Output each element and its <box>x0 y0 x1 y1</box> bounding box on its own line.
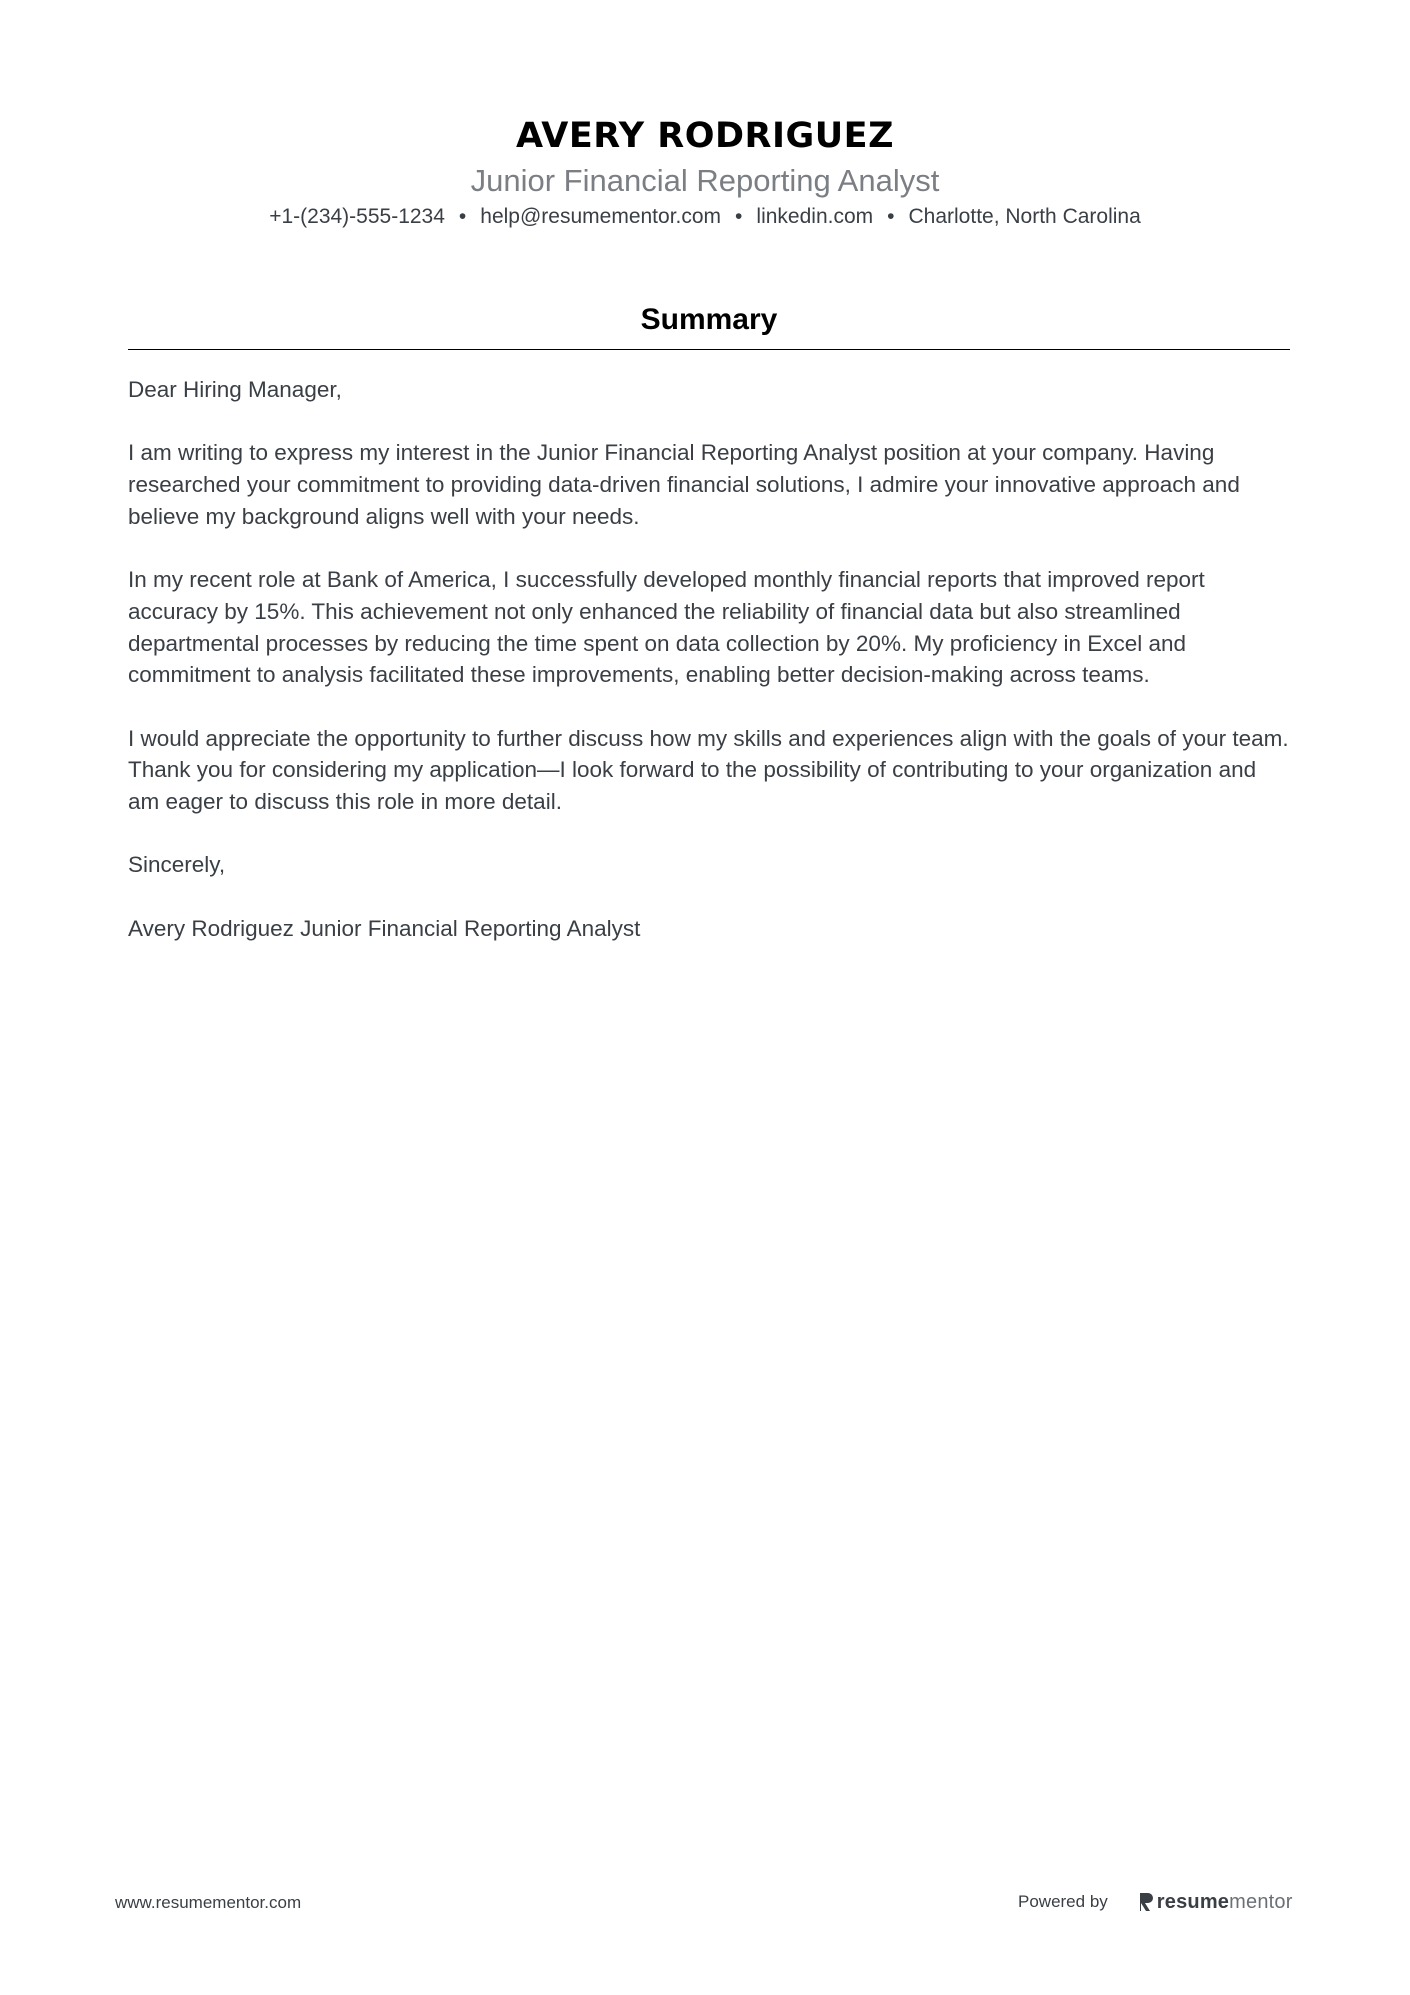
candidate-name: AVERY RODRIGUEZ <box>516 116 894 156</box>
job-title: Junior Financial Reporting Analyst <box>470 163 940 198</box>
logo-word-light: mentor <box>1229 1890 1293 1913</box>
footer-website: www.resumementor.com <box>115 1893 302 1912</box>
letter-paragraph: I would appreciate the opportunity to further discuss how my skills and experiences align with the goals of your team. Thank you for considering my application—I look forward to the possibility of contributing to your organization and am eager to discuss this role in more detail. <box>128 725 1289 815</box>
letter-closing: Sincerely, <box>128 852 226 878</box>
resumementor-logo <box>1138 1891 1293 1914</box>
contact-location: Charlotte, North Carolina <box>908 205 1141 228</box>
letter-signature: Avery Rodriguez Junior Financial Reporting Analyst <box>128 915 641 941</box>
contact-separator: • <box>458 205 467 228</box>
summary-section <box>128 300 1290 976</box>
powered-by-label: Powered by <box>1018 1892 1108 1911</box>
footer-branding <box>1018 1889 1293 1915</box>
logo-word-bold: resume <box>1156 1890 1230 1913</box>
logo-wordmark <box>1157 1891 1293 1914</box>
resumementor-logo-icon <box>1138 1891 1154 1913</box>
contact-email: help@resumementor.com <box>480 205 722 228</box>
letter-paragraph: I am writing to express my interest in the Junior Financial Reporting Analyst position at your company. Having researched your commitment to providing data-driven financial solutions, I admire your innovative approach and believe my background aligns well with your needs. <box>128 440 1240 529</box>
contact-separator: • <box>887 205 895 228</box>
letter-paragraph: In my recent role at Bank of America, I successfully developed monthly financial reports that improved report accuracy by 15%. This achievement not only enhanced the reliability of financial data but also streamlined departmental processes by reducing the time spent on data collection by 20%. My proficiency in Excel and commitment to analysis facilitated these improvements, enabling better decision-making across teams. <box>128 567 1205 688</box>
contact-line <box>0 202 1410 232</box>
letter-body <box>128 374 1290 945</box>
letter-greeting: Dear Hiring Manager, <box>128 377 342 402</box>
contact-phone: +1-(234)-555-1234 <box>269 205 445 228</box>
header <box>0 112 1410 232</box>
contact-linkedin: linkedin.com <box>756 205 874 228</box>
section-title: Summary <box>128 300 1290 350</box>
contact-separator: • <box>735 205 743 228</box>
